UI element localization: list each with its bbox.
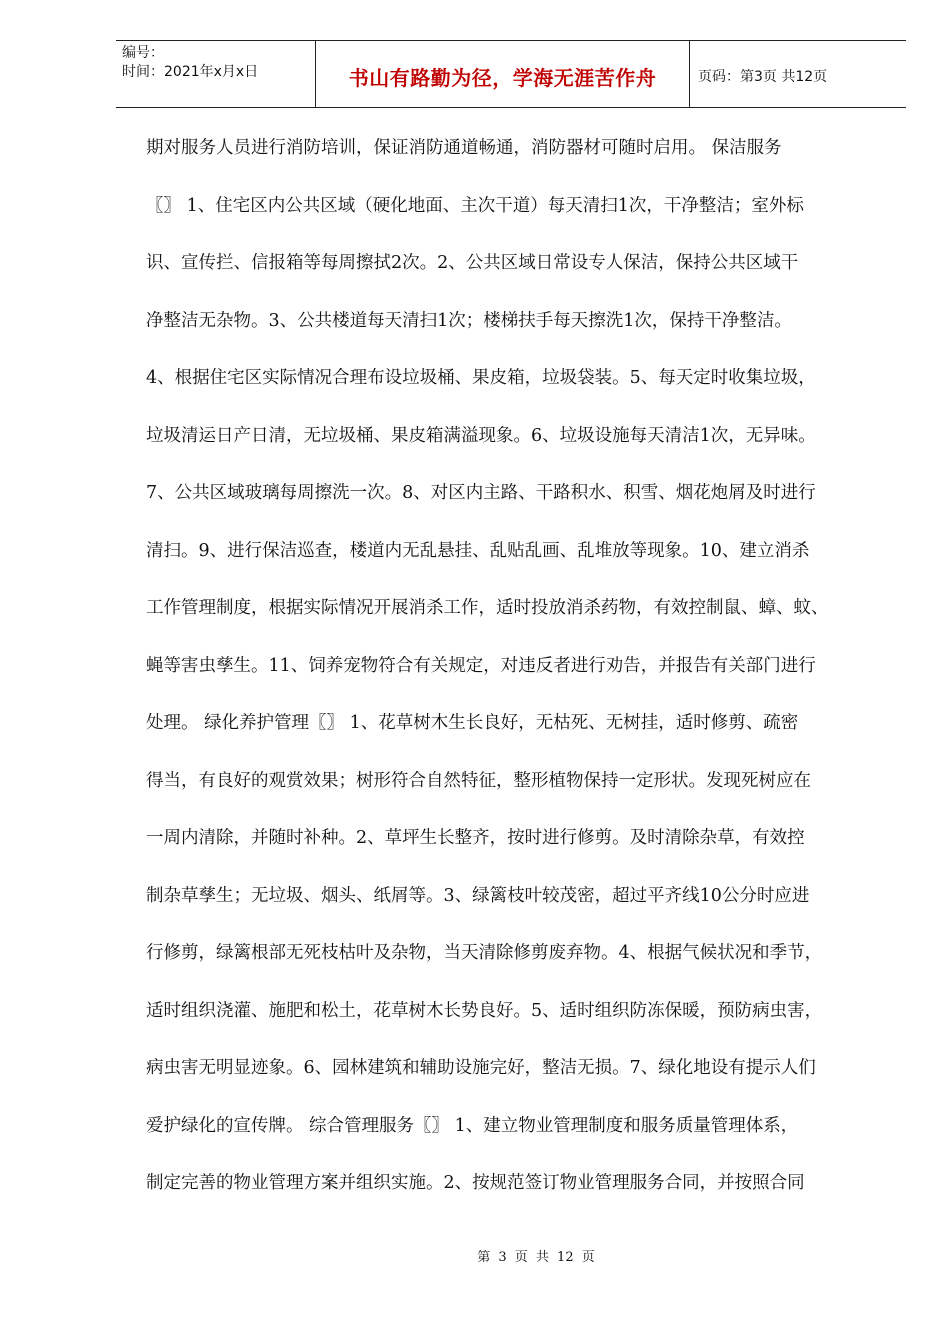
body-text-line: 得当，有良好的观赏效果；树形符合自然特征，整形植物保持一定形状。发现死树应在 <box>146 770 811 791</box>
document-body <box>146 128 886 1221</box>
body-text-line: 行修剪，绿篱根部无死枝枯叶及杂物，当天清除修剪废弃物。4、根据气候状况和季节， <box>146 943 823 963</box>
document-time-label: 时间：2021年x月x日 <box>122 64 259 80</box>
page-footer <box>0 1246 950 1265</box>
body-text-line: 清扫。9、进行保洁巡查，楼道内无乱悬挂、乱贴乱画、乱堆放等现象。10、建立消杀 <box>146 540 810 561</box>
body-text-line: 垃圾清运日产日清，无垃圾桶、果皮箱满溢现象。6、垃圾设施每天清洁1次，无异味。 <box>146 425 816 446</box>
body-text-line: 病虫害无明显迹象。6、园林建筑和辅助设施完好，整洁无损。7、绿化地设有提示人们 <box>146 1058 816 1078</box>
header-motto-cell <box>316 41 690 107</box>
page-header <box>116 40 906 108</box>
body-text-line: 〖〗 1、住宅区内公共区域（硬化地面、主次干道）每天清扫1次，干净整洁；室外标 <box>146 195 804 216</box>
footer-page-number: 第 3 页 共 12 页 <box>477 1250 595 1265</box>
body-text-line: 制杂草孳生；无垃圾、烟头、纸屑等。3、绿篱枝叶较茂密，超过平齐线10公分时应进 <box>146 885 810 906</box>
body-text-line: 制定完善的物业管理方案并组织实施。2、按规范签订物业管理服务合同，并按照合同 <box>146 1173 805 1193</box>
body-text-line: 一周内清除，并随时补种。2、草坪生长整齐，按时进行修剪。及时清除杂草，有效控 <box>146 828 805 848</box>
header-meta <box>116 41 316 107</box>
body-text-line: 4、根据住宅区实际情况合理布设垃圾桶、果皮箱，垃圾袋装。5、每天定时收集垃圾， <box>146 368 816 388</box>
body-text-line: 蝇等害虫孳生。11、饲养宠物符合有关规定，对违反者进行劝告，并报告有关部门进行 <box>146 655 816 676</box>
document-number-label: 编号： <box>122 45 164 61</box>
body-text-line: 识、宣传拦、信报箱等每周擦拭2次。2、公共区域日常设专人保洁，保持公共区域干 <box>146 253 799 273</box>
header-motto: 书山有路勤为径，学海无涯苦作舟 <box>348 65 657 90</box>
body-text-line: 净整洁无杂物。3、公共楼道每天清扫1次；楼梯扶手每天擦洗1次，保持干净整洁。 <box>146 310 792 331</box>
body-text-line: 期对服务人员进行消防培训，保证消防通道畅通，消防器材可随时启用。 保洁服务 <box>146 138 782 158</box>
header-page-info-cell <box>690 41 906 107</box>
header-page-info: 页码：第3页 共12页 <box>698 69 828 85</box>
body-text-line: 7、公共区域玻璃每周擦洗一次。8、对区内主路、干路积水、积雪、烟花炮屑及时进行 <box>146 483 816 503</box>
body-text-line: 适时组织浇灌、施肥和松土，花草树木长势良好。5、适时组织防冻保暖，预防病虫害， <box>146 1000 823 1021</box>
body-text-line: 工作管理制度，根据实际情况开展消杀工作，适时投放消杀药物，有效控制鼠、蟑、蚊、 <box>146 598 829 618</box>
body-text-line: 爱护绿化的宣传牌。 综合管理服务〖〗 1、建立物业管理制度和服务质量管理体系， <box>146 1115 799 1136</box>
body-text-line: 处理。 绿化养护管理〖〗 1、花草树木生长良好，无枯死、无树挂，适时修剪、疏密 <box>146 713 799 733</box>
